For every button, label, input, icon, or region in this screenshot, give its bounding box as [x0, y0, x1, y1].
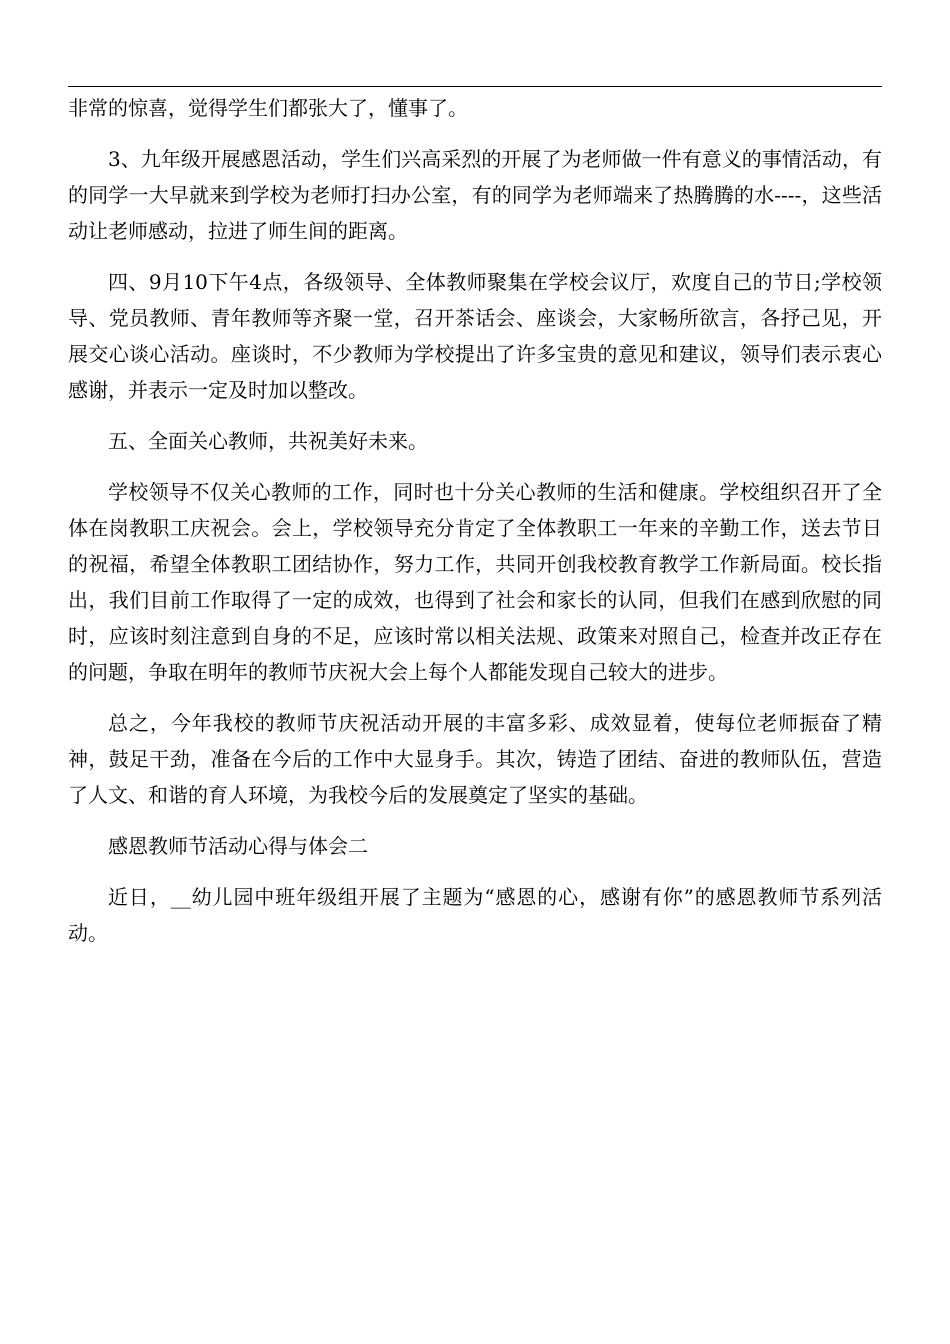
paragraph-continuation: 非常的惊喜，觉得学生们都张大了，懂事了。 — [68, 96, 468, 120]
document-body — [68, 90, 882, 966]
paragraph-section-four: 四、9月10下午4点，各级领导、全体教师聚集在学校会议厅，欢度自己的节日;学校领导、党员教师、青年教师等齐聚一堂，召开茶话会、座谈会，大家畅所欲言，各抒己见，开展交心谈心活动。座谈时，不少教师为学校提出了许多宝贵的意见和建议，领导们表示衷心感谢，并表示一定及时加以整改。 — [68, 270, 882, 402]
paragraph-kindergarten-intro: 近日，__幼儿园中班年级组开展了主题为“感恩的心，感谢有你”的感恩教师节系列活动。 — [68, 885, 882, 945]
paragraph-section-five-heading: 五、全面关心教师，共祝美好未来。 — [108, 429, 428, 453]
paragraph-leadership-care: 学校领导不仅关心教师的工作，同时也十分关心教师的生活和健康。学校组织召开了全体在岗教职工庆祝会。会上，学校领导充分肯定了全体教职工一年来的辛勤工作，送去节日的祝福，希望全体教职工团结协作，努力工作，共同开创我校教育教学工作新局面。校长指出，我们目前工作取得了一定的成效，也得到了社会和家长的认同，但我们在感到欣慰的同时，应该时刻注意到自身的不足，应该时常以相关法规、政策来对照自己，检查并改正存在的问题，争取在明年的教师节庆祝大会上每个人都能发现自己较大的进步。 — [68, 480, 882, 684]
paragraph-part-two-title: 感恩教师节活动心得与体会二 — [108, 834, 368, 858]
paragraph-summary: 总之，今年我校的教师节庆祝活动开展的丰富多彩、成效显着，使每位老师振奋了精神，鼓足干劲，准备在今后的工作中大显身手。其次，铸造了团结、奋进的教师队伍，营造了人文、和谐的育人环境，为我校今后的发展奠定了坚实的基础。 — [68, 711, 882, 807]
paragraph-grade-nine-activity: 3、九年级开展感恩活动，学生们兴高采烈的开展了为老师做一件有意义的事情活动，有的同学一大早就来到学校为老师打扫办公室，有的同学为老师端来了热腾腾的水----，这些活动让老师感动，拉进了师生间的距离。 — [68, 147, 882, 243]
header-rule — [68, 86, 882, 87]
